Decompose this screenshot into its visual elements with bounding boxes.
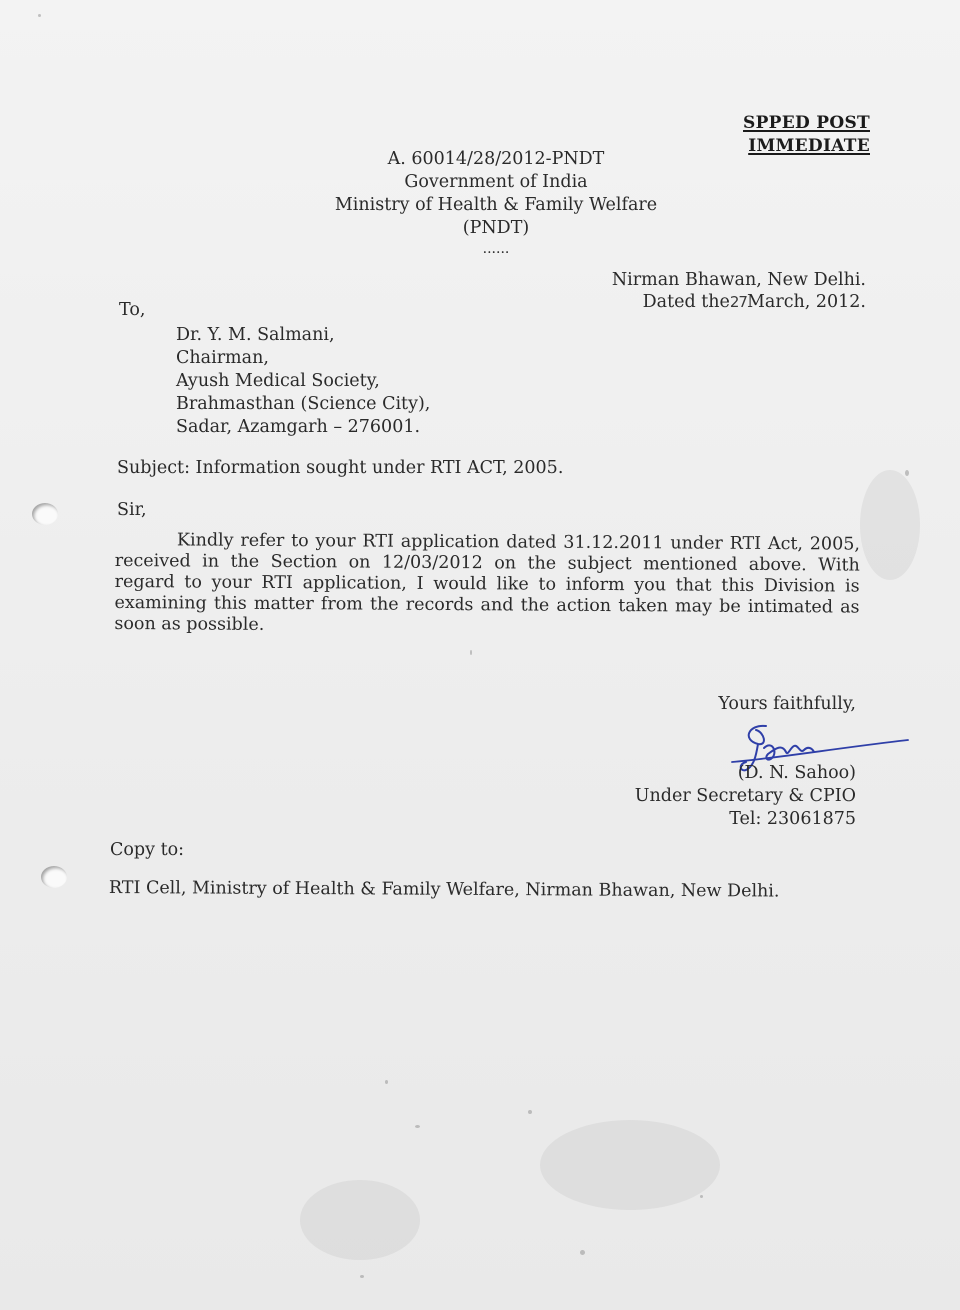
address-line: Brahmasthan (Science City),	[176, 394, 431, 414]
paper-smudge	[860, 470, 920, 580]
date-prefix: Dated the	[642, 292, 730, 312]
date-suffix: March, 2012.	[746, 292, 866, 312]
header-dots: ......	[482, 241, 510, 257]
signatory-designation: Under Secretary & CPIO	[634, 786, 856, 806]
paper-speck	[700, 1195, 703, 1198]
paper-speck	[38, 14, 41, 17]
to-label: To,	[119, 300, 146, 320]
address-line: Chairman,	[176, 348, 269, 368]
date-line	[612, 291, 866, 313]
speed-post-stamp	[743, 112, 870, 158]
government-line: Government of India	[404, 172, 588, 192]
copy-to-label: Copy to:	[110, 840, 185, 860]
punch-hole-top	[32, 503, 58, 525]
letter-body: Kindly refer to your RTI application dated 31.12.2011 under RTI Act, 2005, received in the Section on 12/03/2012 on the subject mentioned above. With regard to your RTI application, I would like to inform you that this Division is examining this matter from the records and the action taken may be intimated as soon as possible.	[114, 530, 860, 635]
copy-to-line: RTI Cell, Ministry of Health & Family Welfare, Nirman Bhawan, New Delhi.	[108, 878, 780, 902]
date-handwritten: 27	[729, 293, 747, 311]
paper-speck	[415, 1125, 420, 1128]
place-line: Nirman Bhawan, New Delhi.	[611, 270, 866, 290]
paper-speck	[385, 1080, 388, 1084]
place-date	[612, 269, 866, 313]
letter-header	[335, 148, 657, 258]
file-number: A. 60014/28/2012-PNDT	[387, 149, 605, 169]
stamp-line-2: IMMEDIATE	[748, 136, 870, 156]
paper-speck	[360, 1275, 364, 1278]
paper-smudge	[300, 1180, 420, 1260]
paper-smudge	[540, 1120, 720, 1210]
address-line: Sadar, Azamgarh – 276001.	[176, 417, 421, 437]
stamp-line-1: SPPED POST	[743, 113, 870, 133]
signatory-tel: Tel: 23061875	[729, 809, 856, 829]
ministry-line: Ministry of Health & Family Welfare	[334, 195, 658, 215]
division-line: (PNDT)	[462, 218, 530, 238]
closing-line: Yours faithfully,	[718, 694, 856, 714]
address-line: Dr. Y. M. Salmani,	[176, 325, 335, 345]
punch-hole-bottom	[41, 866, 67, 888]
recipient-address	[176, 324, 430, 439]
paper-speck	[528, 1110, 532, 1114]
paper-speck	[905, 470, 909, 476]
subject-line: Subject: Information sought under RTI ACT, 2005.	[117, 458, 564, 478]
salutation: Sir,	[117, 500, 147, 520]
signatory-name: (D. N. Sahoo)	[737, 763, 856, 783]
address-line: Ayush Medical Society,	[176, 371, 380, 391]
paper-speck	[470, 650, 472, 655]
paper-speck	[580, 1250, 585, 1255]
signatory-block	[635, 762, 856, 831]
